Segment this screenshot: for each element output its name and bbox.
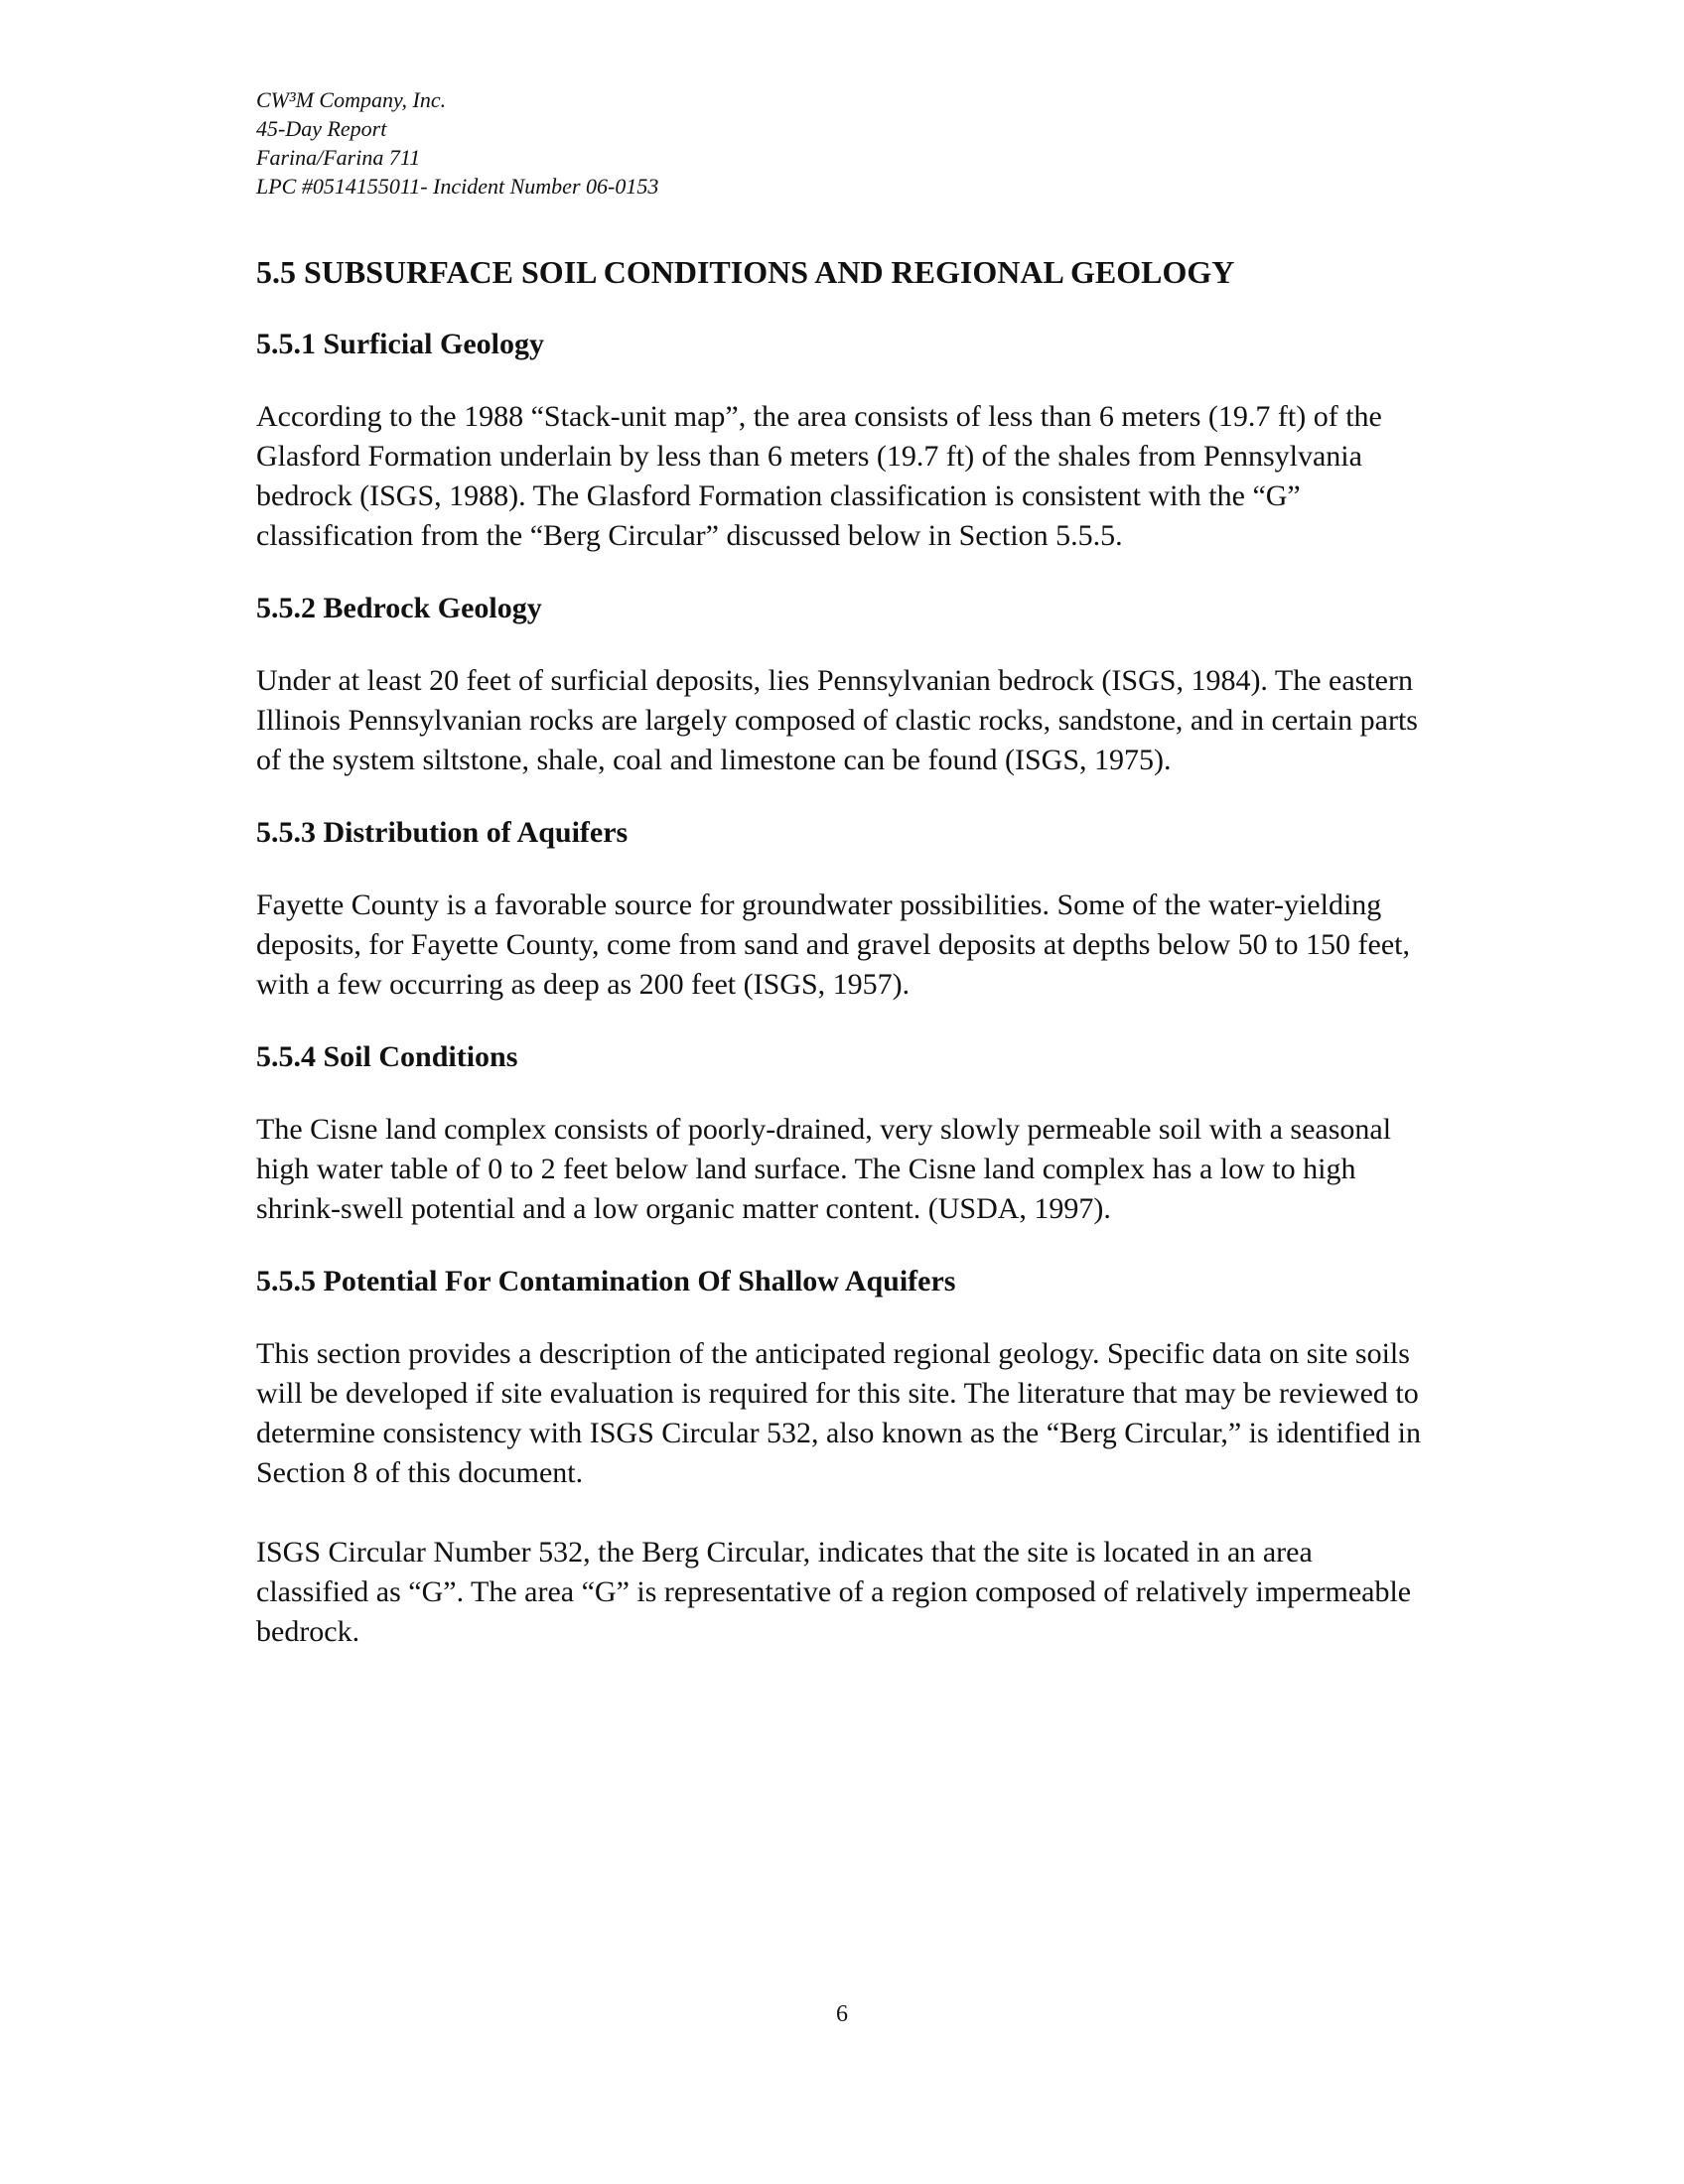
section-surficial-geology	[256, 326, 1428, 556]
document-header	[256, 85, 1428, 201]
section-paragraph: Under at least 20 feet of surficial deposits, lies Pennsylvanian bedrock (ISGS, 1984). The eastern Illinois Pennsylvanian rocks are largely composed of clastic rocks, sandstone, and in certain parts of the system siltstone, shale, coal and limestone can be found (ISGS, 1975).	[256, 664, 1418, 776]
section-bedrock-geology	[256, 590, 1428, 780]
section-heading: 5.5.4 Soil Conditions	[256, 1040, 518, 1073]
section-soil-conditions	[256, 1038, 1428, 1229]
section-paragraph: According to the 1988 “Stack-unit map”, the area consists of less than 6 meters (19.7 ft) of the Glasford Formation underlain by less than 6 meters (19.7 ft) of the shales from Pennsylvania bedrock (ISGS, 1988). The Glasford Formation classification is consistent with the “G” classification from the “Berg Circular” discussed below in Section 5.5.5.	[256, 400, 1382, 552]
section-paragraph: ISGS Circular Number 532, the Berg Circular, indicates that the site is located in an area classified as “G”. The area “G” is representative of a region composed of relatively impermeable bedrock.	[256, 1536, 1412, 1648]
document-page	[256, 85, 1428, 1652]
header-site-name: Farina/Farina 711	[256, 145, 421, 170]
section-heading: 5.5.3 Distribution of Aquifers	[256, 816, 629, 849]
section-heading: 5.5.1 Surficial Geology	[256, 328, 544, 360]
section-paragraph: The Cisne land complex consists of poorly-drained, very slowly permeable soil with a seasonal high water table of 0 to 2 feet below land surface. The Cisne land complex has a low to high shrink-swell potential and a low organic matter content. (USDA, 1997).	[256, 1113, 1392, 1225]
main-heading: 5.5 SUBSURFACE SOIL CONDITIONS AND REGIONAL GEOLOGY	[256, 254, 1235, 290]
section-heading: 5.5.5 Potential For Contamination Of Shallow Aquifers	[256, 1265, 956, 1297]
section-paragraph: Fayette County is a favorable source for groundwater possibilities. Some of the water-yielding deposits, for Fayette County, come from sand and gravel deposits at depths below 50 to 150 feet, with a few occurring as deep as 200 feet (ISGS, 1957).	[256, 888, 1410, 1001]
section-distribution-of-aquifers	[256, 814, 1428, 1005]
page-number: 6	[836, 2001, 848, 2027]
section-contamination-potential	[256, 1263, 1428, 1652]
header-report-type: 45-Day Report	[256, 116, 387, 141]
section-heading: 5.5.2 Bedrock Geology	[256, 592, 542, 624]
header-company: CW³M Company, Inc.	[256, 87, 447, 112]
section-paragraph: This section provides a description of the anticipated regional geology. Specific data on site soils will be developed if site evaluation is required for this site. The literature that may be reviewed to determine consistency with ISGS Circular 532, also known as the “Berg Circular,” is identified in Section 8 of this document.	[256, 1337, 1421, 1489]
header-incident-number: LPC #0514155011- Incident Number 06-0153	[256, 174, 659, 199]
